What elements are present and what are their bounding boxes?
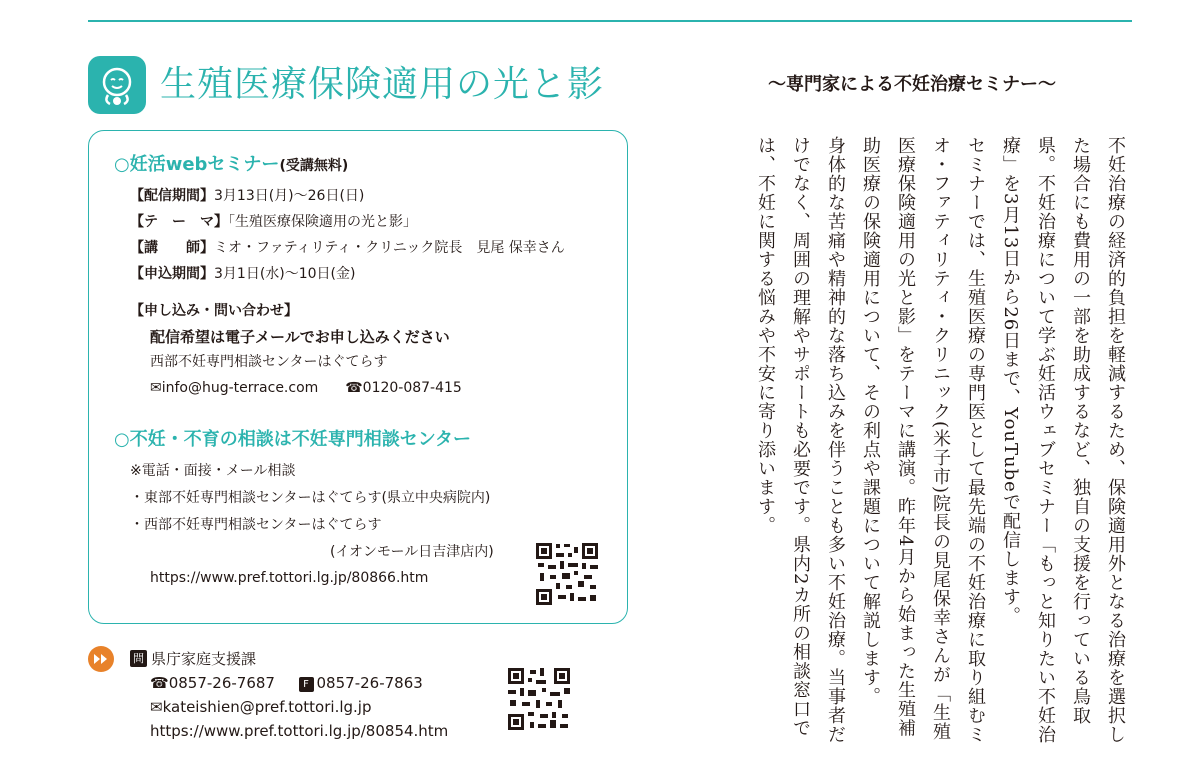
seminar-heading-text: ○妊活webセミナー — [114, 154, 280, 175]
lecturer-label: 【講 師】 — [130, 240, 214, 256]
inquiry-badge: 問 — [130, 650, 147, 667]
seminar-theme-row — [130, 211, 417, 233]
top-rule — [88, 20, 1132, 22]
contact-phone-row — [150, 672, 423, 694]
contact-email-row — [150, 696, 372, 718]
article-paragraph: セミナーでは、生殖医療の専門医として最先端の不妊治療に取り組むミオ・ファティリティ・クリニック(米子市)院長の見尾保幸さんが「生殖医療保険適用の光と影」をテーマに講演。昨年4月から始まった生殖補助医療の保険適用について、その利点や課題について解説します。 — [860, 136, 986, 744]
seminar-delivery-row — [130, 185, 364, 207]
article-paragraph: 不妊治療の経済的負担を軽減するため、保険適用外となる治療を選択した場合にも費用の一部を助成するなど、独自の支援を行っている鳥取県。不妊治療について学ぶ妊活ウェブセミナー「もっと知りたい不妊治療」を3月13日から26日まで、YouTubeで配信します。 — [1000, 136, 1126, 744]
qr-code-contact[interactable] — [506, 666, 572, 732]
page-title: 生殖医療保険適用の光と影 — [160, 64, 605, 105]
contact-email[interactable]: kateishien@pref.tottori.lg.jp — [162, 698, 372, 716]
consult-heading: ○不妊・不育の相談は不妊専門相談センター — [114, 429, 471, 450]
seminar-apply-row — [130, 263, 355, 285]
fax-icon: F — [299, 677, 314, 692]
seminar-contact-row — [150, 377, 462, 399]
seminar-center: 西部不妊専門相談センターはぐてらす — [150, 354, 388, 370]
article-paragraph: 身体的な苦痛や精神的な落ち込みを伴うことも多い不妊治療。当事者だけでなく、周囲の理解やサポートも必要です。県内2カ所の相談窓口では、不妊に関する悩みや不安に寄り添います。 — [755, 136, 846, 744]
seminar-phone[interactable]: 0120-087-415 — [362, 380, 462, 396]
inquiry-note: 配信希望は電子メールでお申し込みください — [150, 328, 450, 346]
contact-url[interactable]: https://www.pref.tottori.lg.jp/80854.htm — [150, 722, 449, 740]
contact-phone[interactable]: 0857-26-7687 — [168, 674, 275, 692]
qr-code-consult[interactable] — [534, 541, 600, 607]
seminar-heading — [114, 152, 348, 179]
mail-icon: ✉ — [150, 698, 163, 716]
apply-value: 3月1日(水)～10日(金) — [214, 266, 356, 282]
seminar-lecturer-row — [130, 237, 565, 259]
article-body — [655, 136, 1133, 748]
consult-url[interactable]: https://www.pref.tottori.lg.jp/80866.htm — [150, 570, 429, 586]
phone-icon: ☎ — [150, 674, 169, 692]
consult-note: ※電話・面接・メール相談 — [130, 463, 296, 479]
seminar-heading-note: (受講無料) — [279, 158, 349, 174]
contact-department: 県庁家庭支援課 — [151, 650, 257, 668]
delivery-label: 【配信期間】 — [130, 188, 214, 204]
contact-fax[interactable]: 0857-26-7863 — [316, 674, 423, 692]
consult-item-east: ・東部不妊専門相談センターはぐてらす(県立中央病院内) — [130, 490, 491, 506]
mail-icon: ✉ — [150, 380, 162, 396]
delivery-value: 3月13日(月)～26日(日) — [214, 188, 365, 204]
double-arrow-icon — [88, 646, 114, 672]
phone-icon: ☎ — [345, 380, 363, 396]
consult-item-west: ・西部不妊専門相談センターはぐてらす — [130, 517, 382, 533]
baby-icon — [88, 56, 146, 114]
inquiry-label: 【申し込み・問い合わせ】 — [130, 303, 298, 319]
apply-label: 【申込期間】 — [130, 266, 214, 282]
theme-value: 「生殖医療保険適用の光と影」 — [228, 214, 417, 230]
consult-sub-location: (イオンモール日吉津店内) — [330, 544, 494, 560]
seminar-email[interactable]: info@hug-terrace.com — [161, 380, 319, 396]
lecturer-value: ミオ・ファティリティ・クリニック院長 見尾 保幸さん — [214, 240, 565, 256]
page-subtitle: ～専門家による不妊治療セミナー～ — [768, 74, 1056, 95]
theme-label: 【テ ー マ】 — [130, 214, 228, 230]
